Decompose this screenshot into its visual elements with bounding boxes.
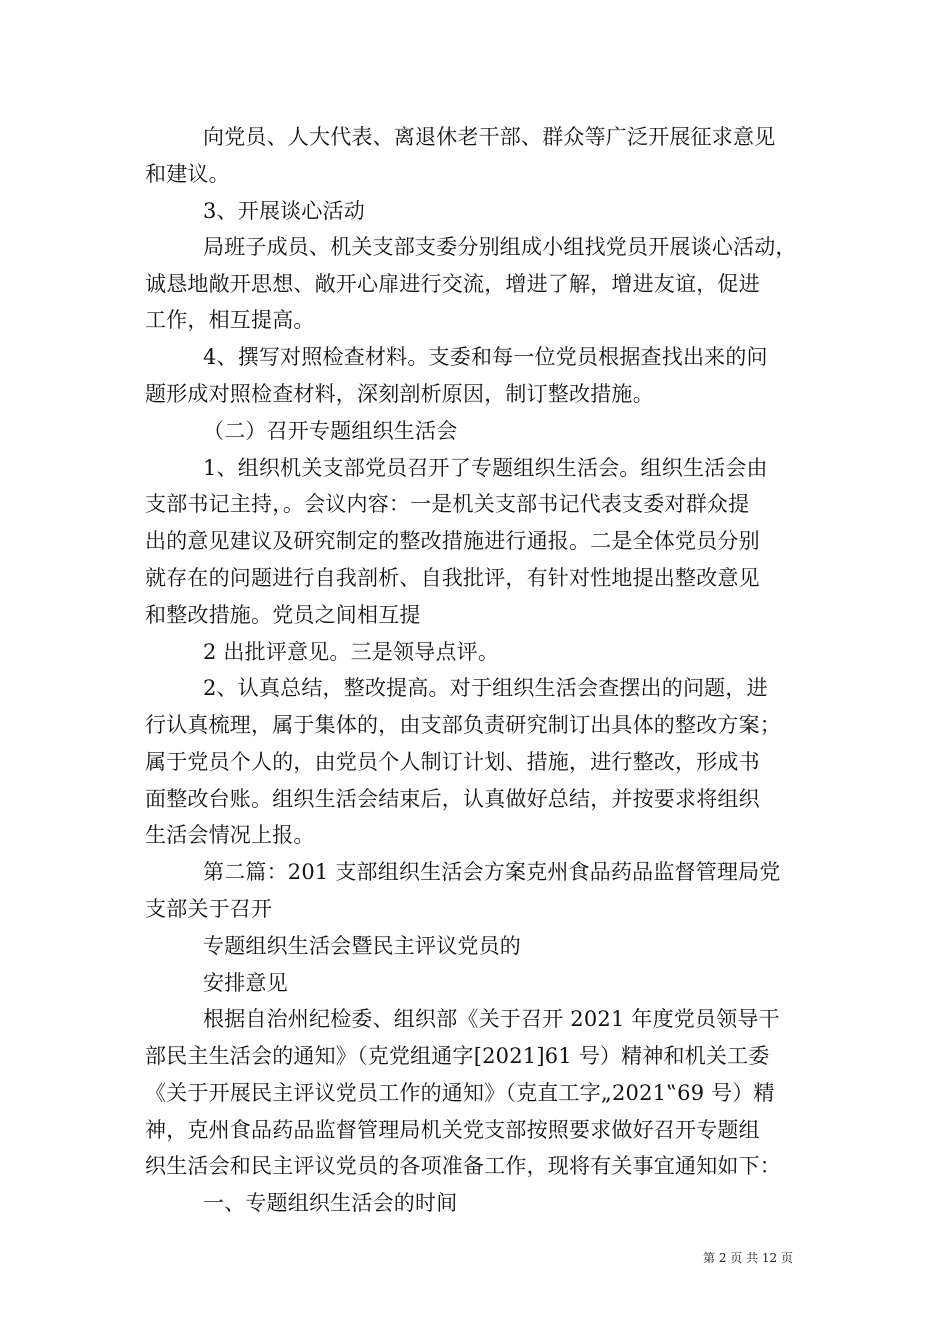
text-line-1: 向党员、人大代表、离退休老干部、群众等广泛开展征求意见	[203, 125, 776, 149]
text-line-28: 神，克州食品药品监督管理局机关党支部按照要求做好召开专题组	[145, 1118, 760, 1142]
text-line-10: 1、组织机关支部党员召开了专题组织生活会。组织生活会由	[203, 456, 768, 480]
text-line-8: 题形成对照检查材料，深刻剖析原因，制订整改措施。	[145, 382, 654, 406]
text-line-12: 出的意见建议及研究制定的整改措施进行通报。二是全体党员分别	[145, 529, 760, 553]
text-line-16: 2、认真总结，整改提高。对于组织生活会查摆出的问题，进	[203, 676, 768, 700]
text-line-3: 3、开展谈心活动	[203, 199, 365, 223]
text-line-26: 部民主生活会的通知》（克党组通字[2021]61 号）精神和机关工委	[145, 1044, 770, 1068]
page-footer: 第 2 页 共 12 页	[703, 1251, 793, 1265]
text-line-17: 行认真梳理，属于集体的，由支部负责研究制订出具体的整改方案；	[145, 713, 781, 737]
text-line-29: 织生活会和民主评议党员的各项准备工作，现将有关事宜通知如下：	[145, 1154, 781, 1178]
text-line-6: 工作，相互提高。	[145, 308, 315, 332]
text-line-14: 和整改措施。党员之间相互提	[145, 603, 421, 627]
text-line-19: 面整改台账。组织生活会结束后，认真做好总结，并按要求将组织	[145, 787, 760, 811]
text-line-2: 和建议。	[145, 162, 230, 186]
text-line-25: 根据自治州纪检委、组织部《关于召开 2021 年度党员领导干	[203, 1007, 780, 1031]
text-line-5: 诚恳地敞开思想、敞开心扉进行交流，增进了解，增进友谊，促进	[145, 272, 760, 296]
text-line-27: 《关于开展民主评议党员工作的通知》（克直工字„2021‟69 号）精	[145, 1081, 775, 1105]
text-line-24: 安排意见	[203, 971, 288, 995]
text-line-4: 局班子成员、机关支部支委分别组成小组找党员开展谈心活动，	[203, 235, 797, 259]
text-line-30: 一、专题组织生活会的时间	[203, 1191, 458, 1215]
text-line-7: 4、撰写对照检查材料。支委和每一位党员根据查找出来的问	[203, 345, 768, 369]
text-line-15: 2 出批评意见。三是领导点评。	[203, 640, 500, 664]
text-line-18: 属于党员个人的，由党员个人制订计划、措施，进行整改，形成书	[145, 750, 760, 774]
text-line-11: 支部书记主持，。会议内容：一是机关支部书记代表支委对群众提	[145, 492, 750, 516]
text-line-9: （二）召开专题组织生活会	[203, 419, 458, 443]
text-line-20: 生活会情况上报。	[145, 823, 315, 847]
text-line-13: 就存在的问题进行自我剖析、自我批评，有针对性地提出整改意见	[145, 566, 760, 590]
text-line-22: 支部关于召开	[145, 897, 273, 921]
text-line-21: 第二篇：201 支部组织生活会方案克州食品药品监督管理局党	[203, 860, 781, 884]
text-line-23: 专题组织生活会暨民主评议党员的	[203, 934, 521, 958]
